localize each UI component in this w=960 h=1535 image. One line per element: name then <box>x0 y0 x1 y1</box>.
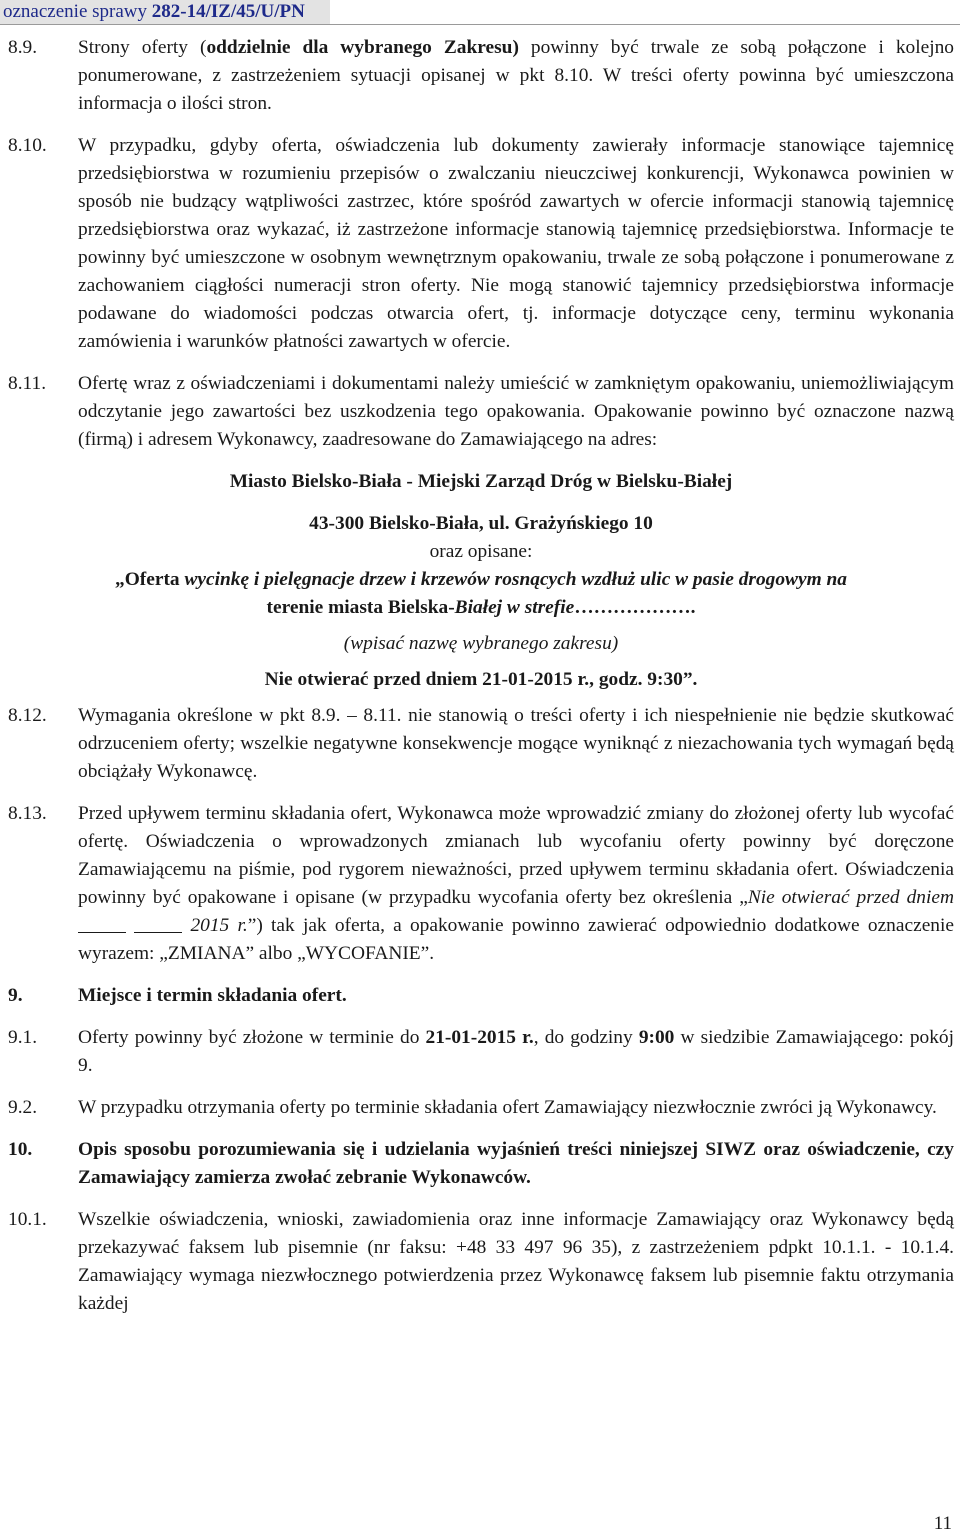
address-line-2: 43-300 Bielsko-Biała, ul. Grażyńskiego 10 <box>309 513 653 534</box>
section-10-heading: 10. Opis sposobu porozumiewania się i udzielania wyjaśnień treści niniejszej SIWZ oraz oświadczenie, czy Zamawiający zamierza zwołać zebranie Wykonawców. <box>8 1136 954 1192</box>
blank-month <box>134 914 182 933</box>
document-body <box>8 34 954 1318</box>
section-8-9: 8.9. Strony oferty (oddzielnie dla wybranego Zakresu) powinny być trwale ze sobą połączone i kolejno ponumerowane, z zastrzeżeniem sytuacji opisanej w pkt 8.10. W treści oferty powinna być umieszczona informacja o ilości stron. <box>8 34 954 118</box>
section-10-1: 10.1. Wszelkie oświadczenia, wnioski, zawiadomienia oraz inne informacje Zamawiający oraz Wykonawcy będą przekazywać faksem lub pisemnie (nr faksu: +48 33 497 96 35), z zastrzeżeniem pdpkt 10.1.1. - 10.1.4. Zamawiający wymaga niezwłocznego potwierdzenia przez Wykonawcę faksem lub pisemnie faktu otrzymania każdej <box>8 1206 954 1318</box>
offer-label-line-2: terenie miasta Bielska-Białej w strefie………………. <box>266 597 696 618</box>
section-number: 8.11. <box>8 373 47 394</box>
section-number: 10.1. <box>8 1209 47 1230</box>
section-9-2: 9.2. W przypadku otrzymania oferty po terminie składania ofert Zamawiający niezwłocznie zwróci ją Wykonawcy. <box>8 1094 954 1122</box>
offer-label-line-1: „Oferta wycinkę i pielęgnacje drzew i krzewów rosnących wzdłuż ulic w pasie drogowym na <box>115 569 847 590</box>
section-8-10: 8.10. W przypadku, gdyby oferta, oświadczenia lub dokumenty zawierały informacje stanowiące tajemnicę przedsiębiorstwa w rozumieniu przepisów o zwalczaniu nieuczciwej konkurencji, Wykonawca powinien w sposób nie budzący wątpliwości zastrzec, które spośród zawartych w ofercie informacji stanowią tajemnicę przedsiębiorstwa oraz wykazać, iż zastrzeżone informacje stanowią tajemnicę przedsiębiorstwa. Informacje te powinny być umieszczone w osobnym wewnętrznym opakowaniu, trwale ze sobą połączone i ponumerowane z zachowaniem ciągłości numeracji stron oferty. Nie mogą stanowić tajemnicy przedsiębiorstwa informacje podawane do wiadomości podczas otwarcia ofert, tj. informacje dotyczące ceny, terminu wykonania zamówienia i warunków płatności zawartych w ofercie. <box>8 132 954 356</box>
page-number: 11 <box>933 1513 952 1534</box>
section-8-13: 8.13. Przed upływem terminu składania ofert, Wykonawca może wprowadzić zmiany do złożonej oferty lub wycofać ofertę. Oświadczenia o wprowadzonych zmianach lub wycofaniu oferty powinny być doręczone Zamawiającemu na piśmie, pod rygorem nieważności, przed upływem terminu składania ofert. Oświadczenia powinny być opakowane i opisane (w przypadku wycofania oferty bez określenia „Nie otwierać przed dniem 2015 r.”) tak jak oferta, a opakowanie powinno zawierać odpowiednio dodatkowe oznaczenie wyrazem: „ZMIANA” albo „WYCOFANIE”. <box>8 800 954 968</box>
scope-instruction: (wpisać nazwę wybranego zakresu) <box>343 633 619 654</box>
section-number: 8.10. <box>8 135 47 156</box>
section-number: 9.1. <box>8 1027 38 1048</box>
do-not-open-notice: Nie otwierać przed dniem 21-01-2015 r., godz. 9:30”. <box>264 669 698 690</box>
address-line-3: oraz opisane: <box>429 541 533 562</box>
section-9-1: 9.1. Oferty powinny być złożone w terminie do 21-01-2015 r., do godziny 9:00 w siedzibie Zamawiającego: pokój 9. <box>8 1024 954 1080</box>
section-number: 10. <box>8 1139 33 1160</box>
header-rule <box>0 24 960 25</box>
section-number: 8.13. <box>8 803 47 824</box>
address-line-1: Miasto Bielsko-Biała - Miejski Zarząd Dróg w Bielsku-Białej <box>229 471 733 492</box>
case-code: 282-14/IZ/45/U/PN <box>151 1 305 22</box>
section-number: 9.2. <box>8 1097 38 1118</box>
address-block <box>8 468 954 694</box>
section-number: 9. <box>8 985 23 1006</box>
section-8-11: 8.11. Ofertę wraz z oświadczeniami i dokumentami należy umieścić w zamkniętym opakowaniu, uniemożliwiającym odczytanie jego zawartości bez uszkodzenia tego opakowania. Opakowanie powinno być oznaczone nazwą (firmą) i adresem Wykonawcy, zaadresowane do Zamawiającego na adres: <box>8 370 954 454</box>
section-number: 8.12. <box>8 705 47 726</box>
section-9-heading: 9. Miejsce i termin składania ofert. <box>8 982 954 1010</box>
case-reference: oznaczenie sprawy 282-14/IZ/45/U/PN <box>3 1 305 22</box>
document-header <box>0 0 330 24</box>
section-8-12: 8.12. Wymagania określone w pkt 8.9. – 8.11. nie stanowią o treści oferty i ich niespełnienie nie będzie skutkować odrzuceniem oferty; wszelkie negatywne konsekwencje mogące wyniknąć z niezachowania tych wymagań będą obciążały Wykonawcę. <box>8 702 954 786</box>
blank-day <box>78 914 126 933</box>
section-number: 8.9. <box>8 37 38 58</box>
